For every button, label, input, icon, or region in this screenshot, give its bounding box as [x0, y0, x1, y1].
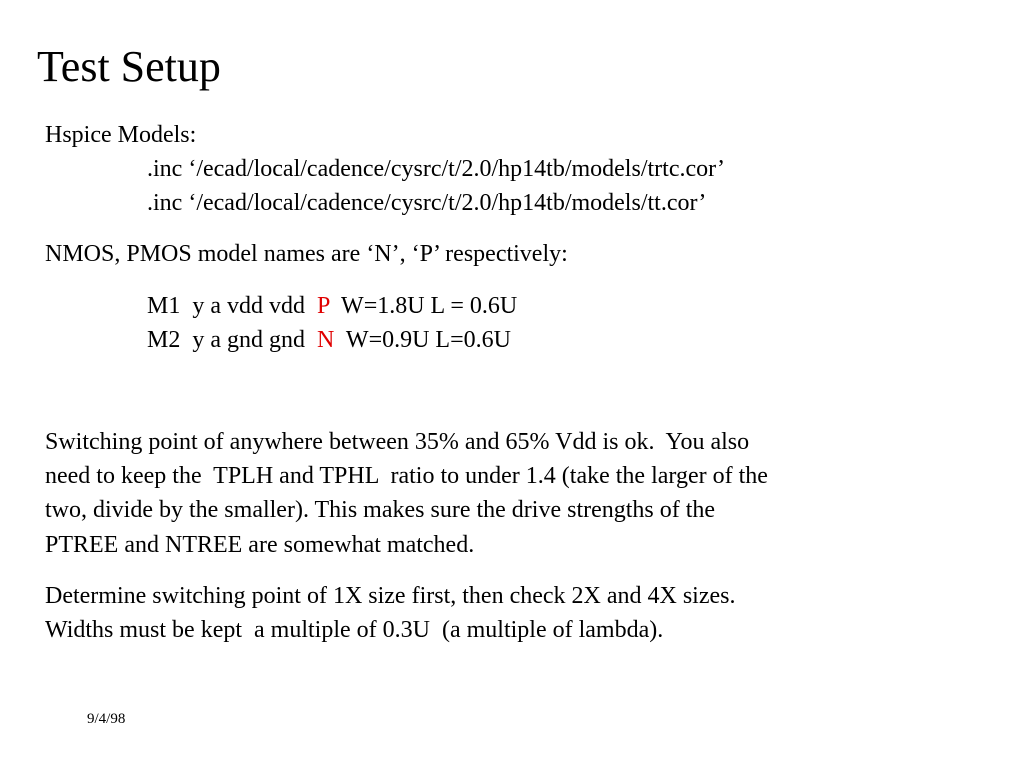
model-names-line: NMOS, PMOS model names are ‘N’, ‘P’ respectively: — [45, 241, 568, 267]
determine-line-2: Widths must be kept a multiple of 0.3U (a multiple of lambda). — [45, 617, 664, 643]
netlist-line-m2 — [147, 323, 511, 358]
netlist-m1-model: P — [317, 293, 330, 319]
netlist-m2-suffix: W=0.9U L=0.6U — [334, 327, 511, 353]
footer-date: 9/4/98 — [87, 711, 126, 727]
switching-line-2: need to keep the TPLH and TPHL ratio to under 1.4 (take the larger of the — [45, 463, 768, 489]
models-heading: Hspice Models: — [45, 122, 197, 148]
model-include-line-1: .inc ‘/ecad/local/cadence/cysrc/t/2.0/hp14tb/models/trtc.cor’ — [147, 156, 725, 182]
slide-title: Test Setup — [37, 42, 221, 91]
model-include-line-2: .inc ‘/ecad/local/cadence/cysrc/t/2.0/hp14tb/models/tt.cor’ — [147, 190, 707, 216]
determine-line-1: Determine switching point of 1X size first, then check 2X and 4X sizes. — [45, 583, 736, 609]
netlist-m2-prefix: M2 y a gnd gnd — [147, 327, 317, 353]
netlist-m1-prefix: M1 y a vdd vdd — [147, 293, 317, 319]
netlist-line-m1 — [147, 289, 517, 324]
switching-line-4: PTREE and NTREE are somewhat matched. — [45, 532, 475, 558]
netlist-m1-suffix: W=1.8U L = 0.6U — [329, 293, 518, 319]
switching-line-1: Switching point of anywhere between 35% and 65% Vdd is ok. You also — [45, 429, 750, 455]
switching-line-3: two, divide by the smaller). This makes sure the drive strengths of the — [45, 497, 716, 523]
netlist-m2-model: N — [317, 327, 335, 353]
